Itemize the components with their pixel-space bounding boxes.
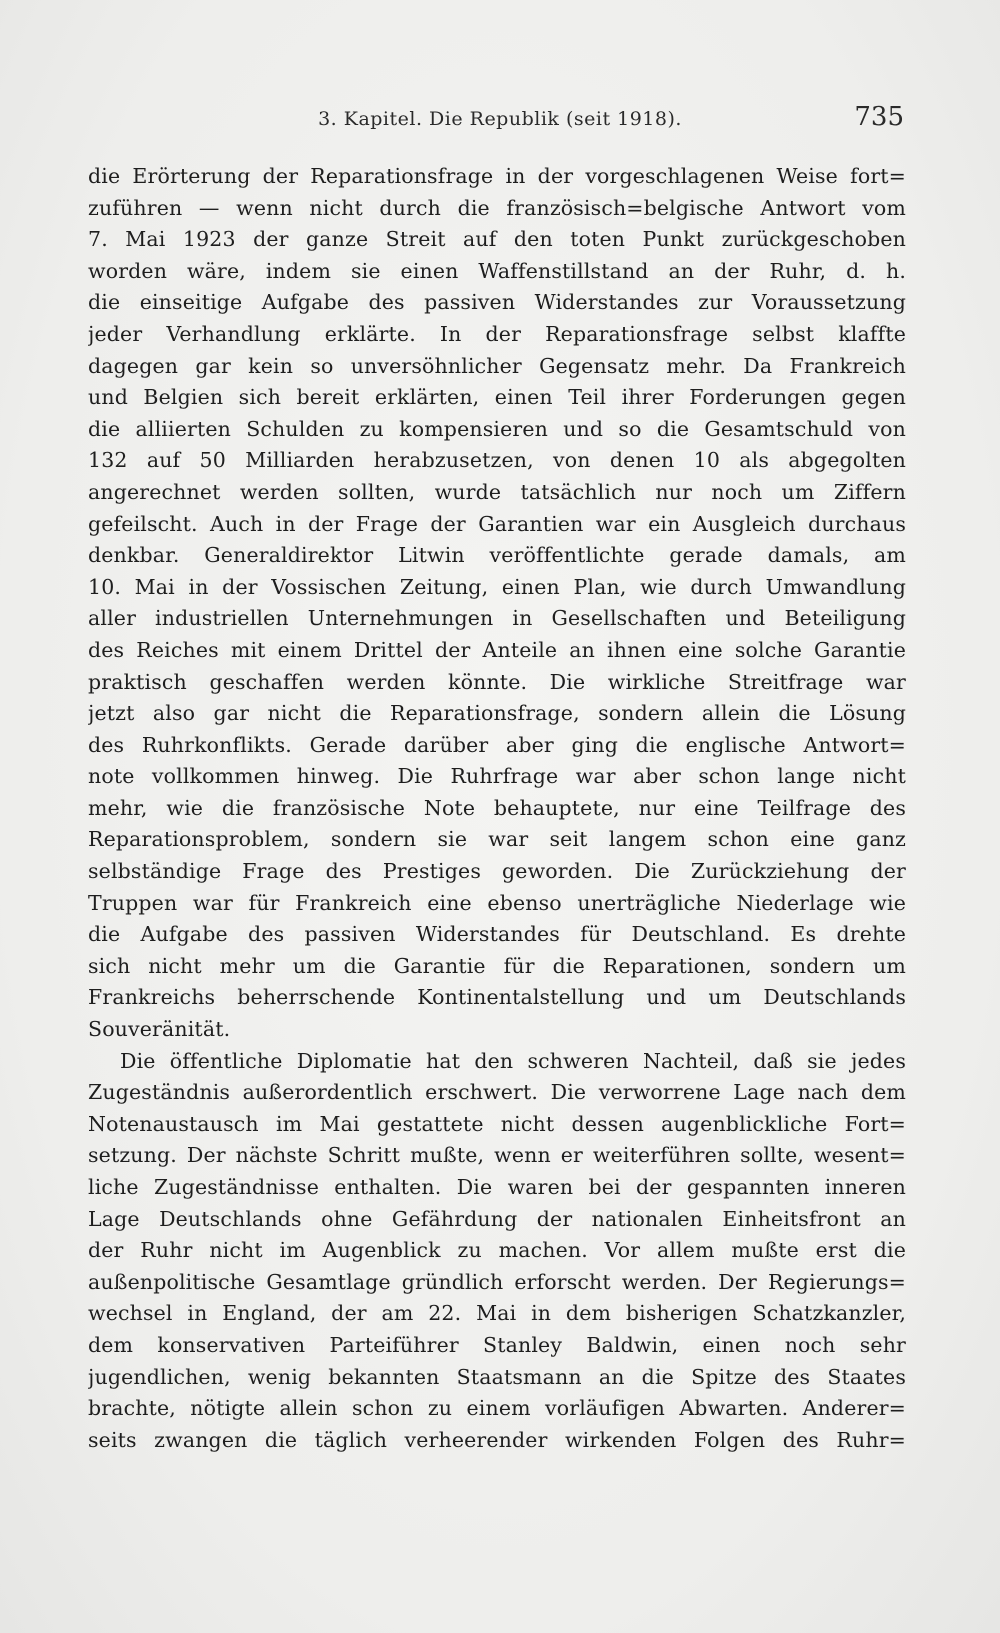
text-line: Frankreichs beherrschende Kontinentalstellung und um Deutschlands [88, 985, 906, 1010]
text-line: Reparationsproblem, sondern sie war seit langem schon eine ganz [88, 827, 906, 852]
running-head [0, 100, 1000, 140]
text-line: die Erörterung der Reparationsfrage in der vorgeschlagenen Weise fort= [88, 164, 906, 188]
paragraph [88, 1046, 906, 1457]
text-line: Zugeständnis außerordentlich erschwert. Die verworrene Lage nach dem [88, 1080, 906, 1105]
text-line: 7. Mai 1923 der ganze Streit auf den toten Punkt zurückgeschoben [88, 227, 906, 252]
text-line: die alliierten Schulden zu kompensieren und so die Gesamtschuld von [88, 416, 906, 441]
text-line: 132 auf 50 Milliarden herabzusetzen, von denen 10 als abgegolten [88, 448, 906, 473]
text-line: angerechnet werden sollten, wurde tatsächlich nur noch um Ziffern [88, 479, 906, 504]
text-line: dagegen gar kein so unversöhnlicher Gegensatz mehr. Da Frankreich [88, 353, 906, 378]
text-line: die einseitige Aufgabe des passiven Widerstandes zur Voraussetzung [88, 290, 906, 315]
text-line: Lage Deutschlands ohne Gefährdung der nationalen Einheitsfront an [88, 1206, 906, 1231]
text-line: der Ruhr nicht im Augenblick zu machen. Vor allem mußte erst die [88, 1238, 906, 1263]
text-line: selbständige Frage des Prestiges geworden. Die Zurückziehung der [88, 859, 906, 884]
text-line: dem konservativen Parteiführer Stanley Baldwin, einen noch sehr [88, 1332, 906, 1357]
text-line: jeder Verhandlung erklärte. In der Reparationsfrage selbst klaffte [88, 321, 906, 346]
paragraph [88, 161, 906, 1046]
text-line: die Aufgabe des passiven Widerstandes für Deutschland. Es drehte [88, 922, 906, 947]
text-line: zuführen — wenn nicht durch die französisch=belgische Antwort vom [88, 195, 906, 220]
text-line: setzung. Der nächste Schritt mußte, wenn er weiterführen sollte, wesent= [88, 1143, 906, 1168]
text-line: Souveränität. [88, 1017, 231, 1042]
text-line: liche Zugeständnisse enthalten. Die waren bei der gespannten inneren [88, 1175, 906, 1199]
text-line: außenpolitische Gesamtlage gründlich erforscht werden. Der Regierungs= [88, 1269, 906, 1294]
text-line: denkbar. Generaldirektor Litwin veröffentlichte gerade damals, am [88, 543, 906, 568]
text-line: brachte, nötigte allein schon zu einem vorläufigen Abwarten. Anderer= [88, 1396, 906, 1421]
chapter-heading: 3. Kapitel. Die Republik (seit 1918). [318, 108, 682, 130]
text-line: jugendlichen, wenig bekannten Staatsmann an die Spitze des Staates [88, 1364, 906, 1389]
text-line: worden wäre, indem sie einen Waffenstillstand an der Ruhr, d. h. [88, 258, 906, 283]
text-line: seits zwangen die täglich verheerender wirkenden Folgen des Ruhr= [88, 1427, 906, 1452]
text-line: Notenaustausch im Mai gestattete nicht dessen augenblickliche Fort= [88, 1111, 906, 1136]
text-line: praktisch geschaffen werden könnte. Die wirkliche Streitfrage war [88, 669, 906, 694]
text-line: des Ruhrkonflikts. Gerade darüber aber ging die englische Antwort= [88, 732, 906, 757]
text-line: gefeilscht. Auch in der Frage der Garantien war ein Ausgleich durchaus [88, 511, 906, 536]
text-line: 10. Mai in der Vossischen Zeitung, einen Plan, wie durch Umwandlung [88, 574, 906, 599]
text-line: note vollkommen hinweg. Die Ruhrfrage war aber schon lange nicht [88, 764, 906, 789]
text-line: mehr, wie die französische Note behauptete, nur eine Teilfrage des [88, 795, 906, 820]
text-line: Truppen war für Frankreich eine ebenso unerträgliche Niederlage wie [88, 890, 906, 915]
text-line: des Reiches mit einem Drittel der Anteile an ihnen eine solche Garantie [88, 637, 906, 662]
text-line: Die öffentliche Diplomatie hat den schweren Nachteil, daß sie jedes [120, 1048, 906, 1073]
body-text [88, 161, 906, 1456]
text-line: sich nicht mehr um die Garantie für die Reparationen, sondern um [88, 953, 906, 978]
text-line: und Belgien sich bereit erklärten, einen Teil ihrer Forderungen gegen [88, 385, 906, 410]
text-line: wechsel in England, der am 22. Mai in dem bisherigen Schatzkanzler, [88, 1301, 906, 1326]
text-line: aller industriellen Unternehmungen in Gesellschaften und Beteiligung [88, 606, 906, 631]
page-number: 735 [854, 102, 904, 132]
text-line: jetzt also gar nicht die Reparationsfrage, sondern allein die Lösung [88, 701, 906, 726]
